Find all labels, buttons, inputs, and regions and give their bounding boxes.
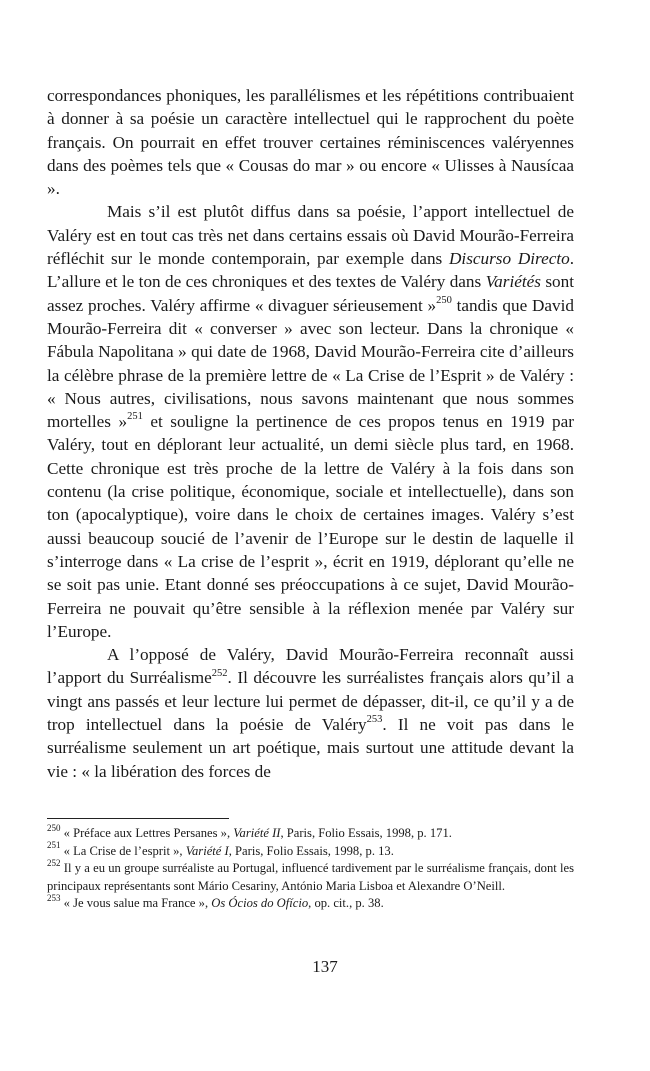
paragraph-2-text-b: . L’allure et le ton de ces chroniques et des textes de Valéry dans — [47, 249, 575, 292]
paragraph-2 — [47, 200, 574, 643]
paragraph-2-text-a: Mais s’il est plutôt diffus dans sa poésie, l’apport intellectuel de Valéry est en tout cas très net dans certains essais où David Mourão-Ferreira réfléchit sur le monde contemporain, par exemple dans — [47, 202, 574, 269]
footnote-number: 253 — [47, 893, 61, 904]
footnote-253 — [47, 895, 574, 913]
footnote-number: 250 — [47, 822, 61, 833]
paragraph-3-text-c: . Il ne voit pas dans le surréalisme seulement un art poétique, mais surtout une attitude devant la vie : « la libération des forces de — [47, 715, 575, 781]
footnotes — [47, 822, 574, 913]
page-number: 137 — [312, 957, 338, 976]
paragraph-3 — [47, 643, 574, 783]
paragraph-2-text-c: sont assez proches. Valéry affirme « divaguer sérieusement » — [47, 272, 574, 315]
footnote-text: « La Crise de l’esprit », — [60, 843, 186, 858]
paragraph-2-text-d: tandis que David Mourão-Ferreira dit « converser » avec son lecteur. Dans la chronique « Fábula Napolitana » qui date de 1968, David Mourão-Ferreira cite d’ailleurs la célèbre phrase de la première lettre de « La Crise de l’Esprit » de Valéry : « Nous autres, civilisations, nous savons maintenant que nous sommes mortelles » — [47, 295, 574, 432]
footnote-ref-252: 252 — [211, 667, 228, 679]
title-discurso-directo: Discurso Directo — [449, 249, 570, 269]
footnote-text: « Je vous salue ma France », — [60, 896, 212, 911]
footnote-separator — [47, 818, 229, 819]
footnote-text-end: , Paris, Folio Essais, 1998, p. 171. — [280, 826, 452, 840]
page-body — [47, 84, 574, 783]
footnote-ref-250: 250 — [436, 294, 452, 306]
paragraph-3-text-a: A l’opposé de Valéry, David Mourão-Ferreira reconnaît aussi l’apport du Surréalisme — [47, 645, 574, 688]
title-varietes: Variétés — [485, 272, 541, 292]
footnote-title: Variété I — [185, 843, 229, 858]
footnote-number: 251 — [47, 840, 61, 851]
footnote-text: Il y a eu un groupe surréaliste au Portugal, influencé tardivement par le surréalisme français, dont les principaux représentants sont Mário Cesariny, António Maria Lisboa et Alexandre O’Neill. — [47, 861, 574, 893]
footnote-text-end: , op. cit., p. 38. — [308, 896, 384, 911]
footnote-text: « Préface aux Lettres Persanes », — [60, 826, 234, 840]
footnote-title: Os Ócios do Ofício — [211, 896, 309, 911]
footnote-251 — [47, 840, 574, 861]
footnote-text-end: , Paris, Folio Essais, 1998, p. 13. — [228, 843, 394, 858]
paragraph-2-text-e: et souligne la pertinence de ces propos tenus en 1919 par Valéry, tout en déplorant leur actualité, un demi siècle plus tard, en 1968. Cette chronique est très proche de la lettre de Valéry à la fois dans son contenu (la crise politique, économique, sociale et intellectuelle), dans son ton (apocalyptique), voire dans le choix de certaines images. Valéry s’est aussi beaucoup soucié de l’avenir de l’Europe sur le destin de laquelle il s’interroge dans « La crise de l’esprit », écrit en 1919, déplorant qu’elle ne se soit pas unie. Etant donné ses préoccupations à ce sujet, David Mourão-Ferreira ne pouvait qu’être sensible à la réflexion menée par Valéry sur l’Europe. — [47, 412, 574, 641]
main-text — [47, 84, 574, 783]
footnote-250 — [47, 822, 574, 843]
footnote-title: Variété II — [233, 826, 281, 840]
paragraph-3-text-b: . Il découvre les surréalistes français alors qu’il a vingt ans passés et leur lecture lui permet de dépasser, dit-il, ce qu’il y a de trop intellectuel dans la poésie de Valéry — [47, 668, 574, 735]
paragraph-1: correspondances phoniques, les parallélismes et les répétitions contribuaient à donner à sa poésie un caractère intellectuel qui le rapprochent du poète français. On pourrait en effet trouver certaines réminiscences valéryennes dans des poèmes tels que « Cousas do mar » ou encore « Ulisses à Nausícaa ». — [47, 86, 574, 199]
footnote-252 — [47, 860, 574, 895]
footnote-ref-253: 253 — [366, 714, 383, 726]
footnote-number: 252 — [47, 858, 61, 868]
footnote-ref-251: 251 — [127, 411, 143, 423]
